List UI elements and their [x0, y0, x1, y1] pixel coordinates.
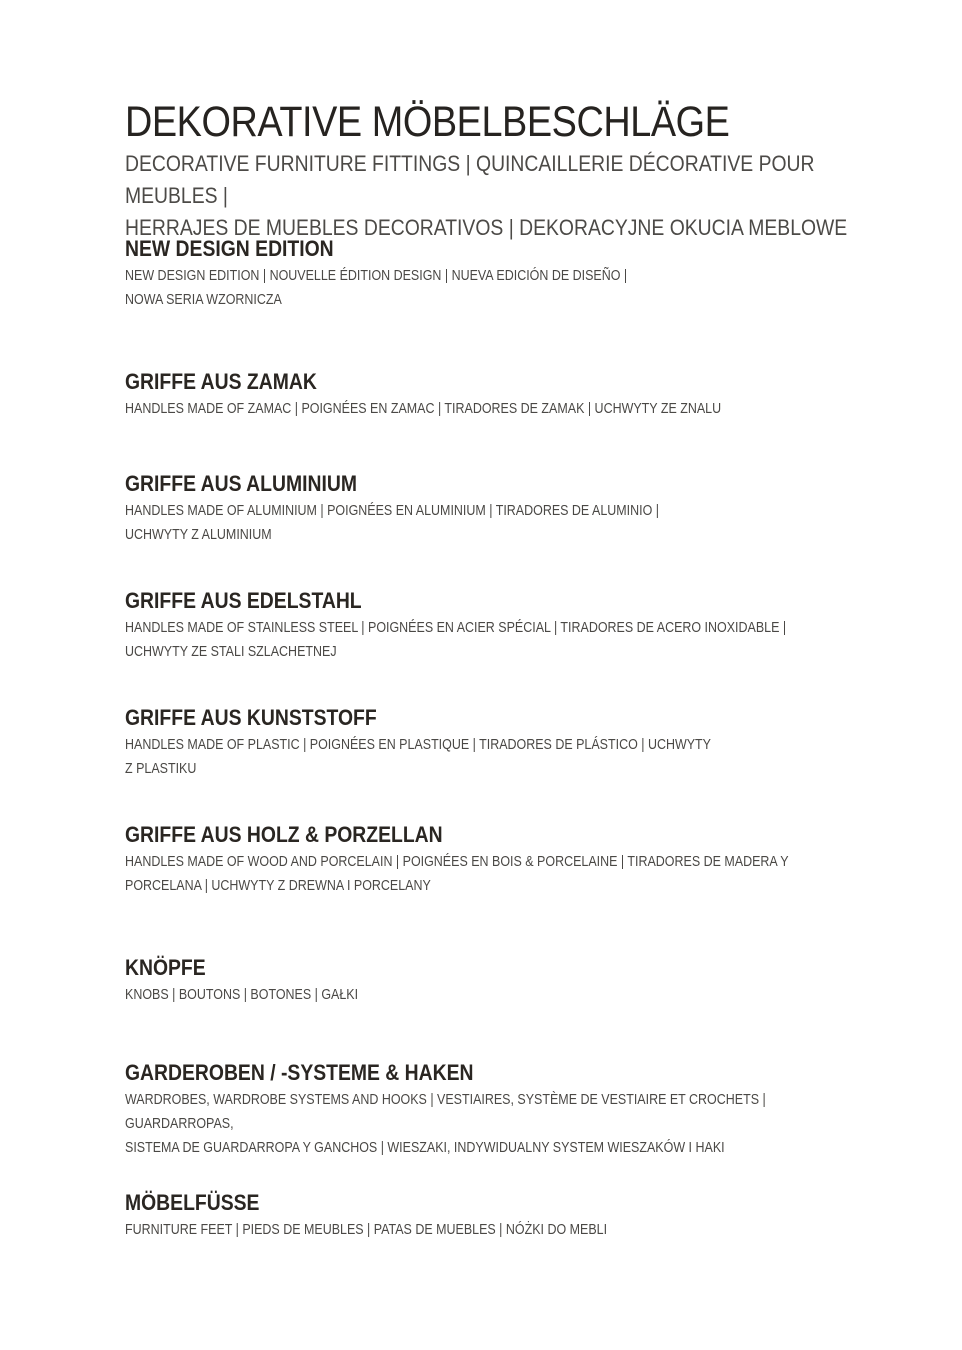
section-subtitle: KNOBS | BOUTONS | BOTONES | GAŁKI	[125, 987, 359, 1003]
section-title[interactable]: GRIFFE AUS HOLZ & PORZELLAN	[125, 822, 443, 847]
section-garderoben[interactable]	[125, 1060, 962, 1160]
section-knoepfe[interactable]	[125, 955, 962, 1007]
section-title[interactable]: NEW DESIGN EDITION	[125, 236, 334, 261]
section-title[interactable]: GRIFFE AUS EDELSTAHL	[125, 588, 362, 613]
section-subtitle: HANDLES MADE OF STAINLESS STEEL | POIGNÉES EN ACIER SPÉCIAL | TIRADORES DE ACERO INOXIDABLE | UCHWYTY ZE STALI SZLACHETNEJ	[125, 620, 787, 660]
section-title[interactable]: KNÖPFE	[125, 955, 206, 980]
section-subtitle: HANDLES MADE OF ALUMINIUM | POIGNÉES EN ALUMINIUM | TIRADORES DE ALUMINIO | UCHWYTY Z ALUMINIUM	[125, 503, 660, 543]
section-griffe-aus-aluminium[interactable]	[125, 471, 962, 547]
section-subtitle: HANDLES MADE OF WOOD AND PORCELAIN | POIGNÉES EN BOIS & PORCELAINE | TIRADORES DE MADERA Y PORCELANA | UCHWYTY Z DREWNA I PORCELANY	[125, 854, 789, 894]
section-moebelfuesse[interactable]	[125, 1190, 962, 1242]
section-griffe-aus-edelstahl[interactable]	[125, 588, 962, 664]
section-subtitle: NEW DESIGN EDITION | NOUVELLE ÉDITION DESIGN | NUEVA EDICIÓN DE DISEÑO | NOWA SERIA WZORNICZA	[125, 268, 628, 308]
section-title[interactable]: MÖBELFÜSSE	[125, 1190, 260, 1215]
section-subtitle: FURNITURE FEET | PIEDS DE MEUBLES | PATAS DE MUEBLES | NÓŻKI DO MEBLI	[125, 1222, 608, 1238]
section-subtitle: HANDLES MADE OF PLASTIC | POIGNÉES EN PLASTIQUE | TIRADORES DE PLÁSTICO | UCHWYTY Z PLASTIKU	[125, 737, 711, 777]
section-title[interactable]: GARDEROBEN / -SYSTEME & HAKEN	[125, 1060, 474, 1085]
section-subtitle: HANDLES MADE OF ZAMAC | POIGNÉES EN ZAMAC | TIRADORES DE ZAMAK | UCHWYTY ZE ZNALU	[125, 401, 722, 417]
section-title[interactable]: GRIFFE AUS ALUMINIUM	[125, 471, 357, 496]
page-subtitle: DECORATIVE FURNITURE FITTINGS | QUINCAILLERIE DÉCORATIVE POUR MEUBLES | HERRAJES DE MUEBLES DECORATIVOS | DEKORACYJNE OKUCIA MEBLOWE	[125, 151, 848, 240]
section-new-design-edition[interactable]	[125, 236, 962, 312]
section-title[interactable]: GRIFFE AUS ZAMAK	[125, 369, 317, 394]
section-griffe-aus-holz-porzellan[interactable]	[125, 822, 962, 898]
section-griffe-aus-zamak[interactable]	[125, 369, 962, 421]
section-subtitle: WARDROBES, WARDROBE SYSTEMS AND HOOKS | VESTIAIRES, SYSTÈME DE VESTIAIRE ET CROCHETS | GUARDARROPAS, SISTEMA DE GUARDARROPA Y GANCHOS | WIESZAKI, INDYWIDUALNY SYSTEM WIESZAKÓW I HAKI	[125, 1092, 766, 1156]
page-title: DEKORATIVE MÖBELBESCHLÄGE	[125, 98, 730, 146]
section-griffe-aus-kunststoff[interactable]	[125, 705, 962, 781]
section-title[interactable]: GRIFFE AUS KUNSTSTOFF	[125, 705, 377, 730]
